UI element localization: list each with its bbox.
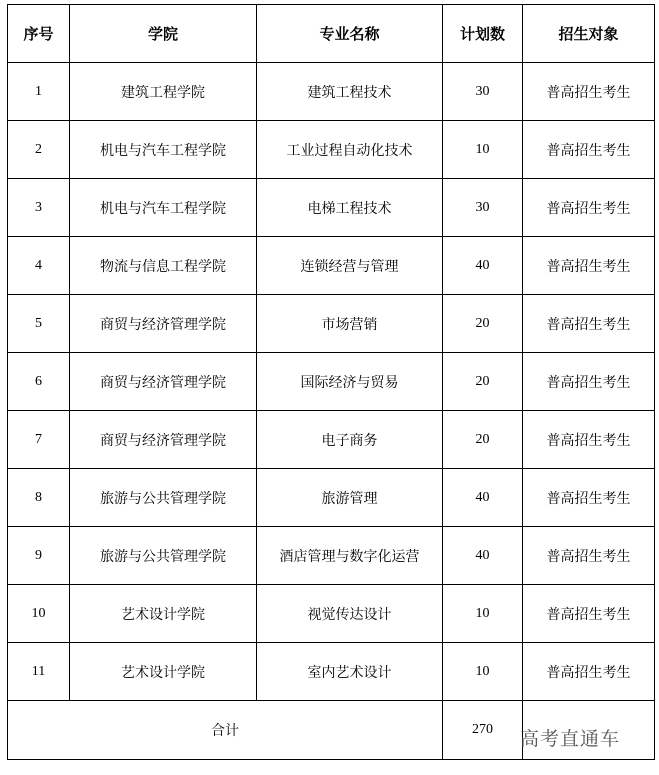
cell-major: 连锁经营与管理 <box>257 237 443 295</box>
cell-index: 7 <box>8 411 70 469</box>
table-row <box>8 527 655 585</box>
cell-plan: 20 <box>443 353 523 411</box>
cell-target: 普高招生考生 <box>523 237 655 295</box>
cell-target: 普高招生考生 <box>523 179 655 237</box>
cell-major: 建筑工程技术 <box>257 63 443 121</box>
cell-major: 市场营销 <box>257 295 443 353</box>
cell-major: 室内艺术设计 <box>257 643 443 701</box>
header-major: 专业名称 <box>257 5 443 63</box>
enrollment-plan-table <box>7 4 655 760</box>
cell-major: 酒店管理与数字化运营 <box>257 527 443 585</box>
total-label: 合计 <box>8 701 443 760</box>
cell-index: 6 <box>8 353 70 411</box>
cell-target: 普高招生考生 <box>523 121 655 179</box>
cell-college: 机电与汽车工程学院 <box>70 121 257 179</box>
cell-target: 普高招生考生 <box>523 643 655 701</box>
cell-index: 2 <box>8 121 70 179</box>
cell-plan: 30 <box>443 179 523 237</box>
cell-major: 工业过程自动化技术 <box>257 121 443 179</box>
cell-major: 电梯工程技术 <box>257 179 443 237</box>
cell-target: 普高招生考生 <box>523 469 655 527</box>
table-row <box>8 353 655 411</box>
table-row <box>8 295 655 353</box>
cell-major: 国际经济与贸易 <box>257 353 443 411</box>
header-target: 招生对象 <box>523 5 655 63</box>
cell-plan: 40 <box>443 469 523 527</box>
cell-major: 旅游管理 <box>257 469 443 527</box>
cell-plan: 10 <box>443 643 523 701</box>
cell-college: 艺术设计学院 <box>70 585 257 643</box>
cell-college: 建筑工程学院 <box>70 63 257 121</box>
cell-major: 电子商务 <box>257 411 443 469</box>
cell-plan: 30 <box>443 63 523 121</box>
cell-target: 普高招生考生 <box>523 411 655 469</box>
cell-college: 物流与信息工程学院 <box>70 237 257 295</box>
cell-plan: 20 <box>443 295 523 353</box>
cell-plan: 10 <box>443 121 523 179</box>
table-row <box>8 121 655 179</box>
cell-plan: 20 <box>443 411 523 469</box>
header-college: 学院 <box>70 5 257 63</box>
header-plan: 计划数 <box>443 5 523 63</box>
total-row <box>8 701 655 760</box>
cell-index: 10 <box>8 585 70 643</box>
table-row <box>8 237 655 295</box>
cell-college: 商贸与经济管理学院 <box>70 411 257 469</box>
cell-index: 9 <box>8 527 70 585</box>
cell-index: 4 <box>8 237 70 295</box>
table-row <box>8 63 655 121</box>
header-index: 序号 <box>8 5 70 63</box>
cell-index: 11 <box>8 643 70 701</box>
cell-index: 3 <box>8 179 70 237</box>
cell-target: 普高招生考生 <box>523 353 655 411</box>
cell-target: 普高招生考生 <box>523 527 655 585</box>
total-target-empty <box>523 701 655 760</box>
cell-plan: 40 <box>443 237 523 295</box>
cell-major: 视觉传达设计 <box>257 585 443 643</box>
table-header-row <box>8 5 655 63</box>
table-row <box>8 585 655 643</box>
cell-college: 商贸与经济管理学院 <box>70 353 257 411</box>
cell-plan: 10 <box>443 585 523 643</box>
total-plan: 270 <box>443 701 523 760</box>
cell-target: 普高招生考生 <box>523 63 655 121</box>
cell-plan: 40 <box>443 527 523 585</box>
cell-target: 普高招生考生 <box>523 585 655 643</box>
cell-index: 1 <box>8 63 70 121</box>
table-row <box>8 469 655 527</box>
watermark-text: 高考直通车 <box>520 728 621 750</box>
cell-college: 商贸与经济管理学院 <box>70 295 257 353</box>
table-row <box>8 411 655 469</box>
cell-target: 普高招生考生 <box>523 295 655 353</box>
table-row <box>8 643 655 701</box>
cell-college: 艺术设计学院 <box>70 643 257 701</box>
cell-index: 8 <box>8 469 70 527</box>
cell-college: 旅游与公共管理学院 <box>70 527 257 585</box>
cell-college: 机电与汽车工程学院 <box>70 179 257 237</box>
cell-index: 5 <box>8 295 70 353</box>
table-row <box>8 179 655 237</box>
cell-college: 旅游与公共管理学院 <box>70 469 257 527</box>
